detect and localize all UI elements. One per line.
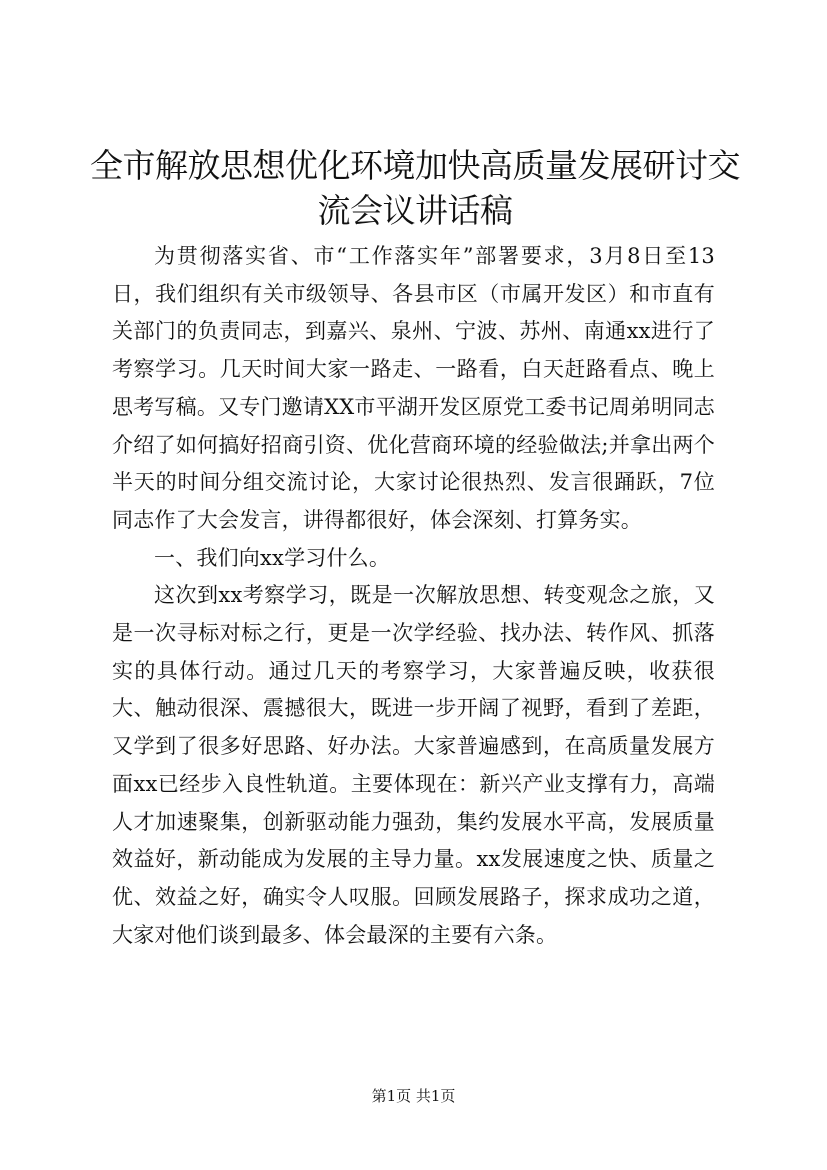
- paragraph-intro: 为贯彻落实省、市“工作落实年”部署要求，3月8日至13日，我们组织有关市级领导、各县市区（市属开发区）和市直有关部门的负责同志，到嘉兴、泉州、宁波、苏州、南通xx进行了考察学习。几天时间大家一路走、一路看，白天赶路看点、晚上思考写稿。又专门邀请XX市平湖开发区原党工委书记周弟明同志介绍了如何搞好招商引资、优化营商环境的经验做法;并拿出两个半天的时间分组交流讨论，大家讨论很热烈、发言很踊跃，7位同志作了大会发言，讲得都很好，体会深刻、打算务实。: [112, 244, 715, 532]
- section-heading: 一、我们向xx学习什么。: [154, 545, 391, 570]
- document-body: [112, 238, 715, 954]
- document-title: 全市解放思想优化环境加快高质量发展研讨交流会议讲话稿: [90, 146, 740, 230]
- paragraph-section-one: 这次到xx考察学习，既是一次解放思想、转变观念之旅，又是一次寻标对标之行，更是一次学经验、找办法、转作风、抓落实的具体行动。通过几天的考察学习，大家普遍反映，收获很大、触动很深、震撼很大，既进一步开阔了视野，看到了差距，又学到了很多好思路、好办法。大家普遍感到，在高质量发展方面xx已经步入良性轨道。主要体现在：新兴产业支撑有力，高端人才加速聚集，创新驱动能力强劲，集约发展水平高，发展质量效益好，新动能成为发展的主导力量。xx发展速度之快、质量之优、效益之好，确实令人叹服。回顾发展路子，探求成功之道，大家对他们谈到最多、体会最深的主要有六条。: [112, 583, 715, 947]
- page-footer: 第1页 共1页: [371, 1087, 456, 1105]
